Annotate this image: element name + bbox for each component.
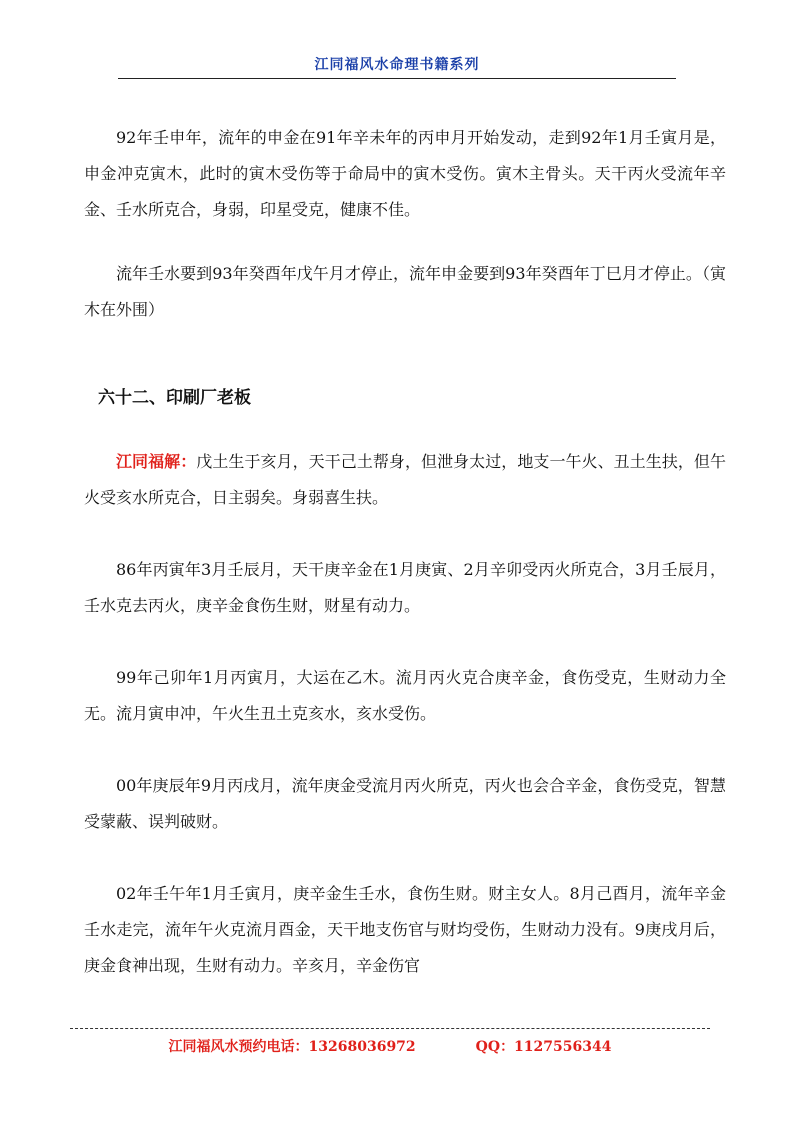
document-body xyxy=(84,120,726,984)
header-divider xyxy=(118,78,676,79)
paragraph-with-author xyxy=(84,444,726,516)
section-heading: 六十二、印刷厂老板 xyxy=(98,388,251,408)
footer-phone: 江同福风水预约电话：13268036972 xyxy=(168,1039,416,1055)
paragraph: 00年庚辰年9月丙戌月，流年庚金受流月丙火所克，丙火也会合辛金，食伤受克，智慧受蒙蔽、误判破财。 xyxy=(84,776,726,831)
author-label: 江同福解： xyxy=(116,452,197,471)
page-header-title: 江同福风水命理书籍系列 xyxy=(314,57,480,73)
paragraph-text: 戊土生于亥月，天干己土帮身，但泄身太过，地支一午火、丑土生扶，但午火受亥水所克合，日主弱矣。身弱喜生扶。 xyxy=(84,452,726,507)
paragraph: 86年丙寅年3月壬辰月，天干庚辛金在1月庚寅、2月辛卯受丙火所克合，3月壬辰月，壬水克去丙火，庚辛金食伤生财，财星有动力。 xyxy=(84,560,726,615)
paragraph: 92年壬申年，流年的申金在91年辛未年的丙申月开始发动，走到92年1月壬寅月是，申金冲克寅木，此时的寅木受伤等于命局中的寅木受伤。寅木主骨头。天干丙火受流年辛金、壬水所克合，身弱，印星受克，健康不佳。 xyxy=(84,128,726,219)
paragraph: 99年己卯年1月丙寅月，大运在乙木。流月丙火克合庚辛金，食伤受克，生财动力全无。流月寅申冲，午火生丑土克亥水，亥水受伤。 xyxy=(84,668,726,723)
footer-divider xyxy=(70,1028,710,1029)
paragraph: 02年壬午年1月壬寅月，庚辛金生壬水，食伤生财。财主女人。8月己酉月，流年辛金壬水走完，流年午火克流月酉金，天干地支伤官与财均受伤，生财动力没有。9庚戌月后，庚金食神出现，生财有动力。辛亥月，辛金伤官 xyxy=(84,884,726,975)
page-footer xyxy=(70,1036,710,1056)
paragraph: 流年壬水要到93年癸酉年戊午月才停止，流年申金要到93年癸酉年丁巳月才停止。（寅木在外围） xyxy=(84,264,726,319)
footer-qq: QQ：1127556344 xyxy=(475,1039,612,1055)
